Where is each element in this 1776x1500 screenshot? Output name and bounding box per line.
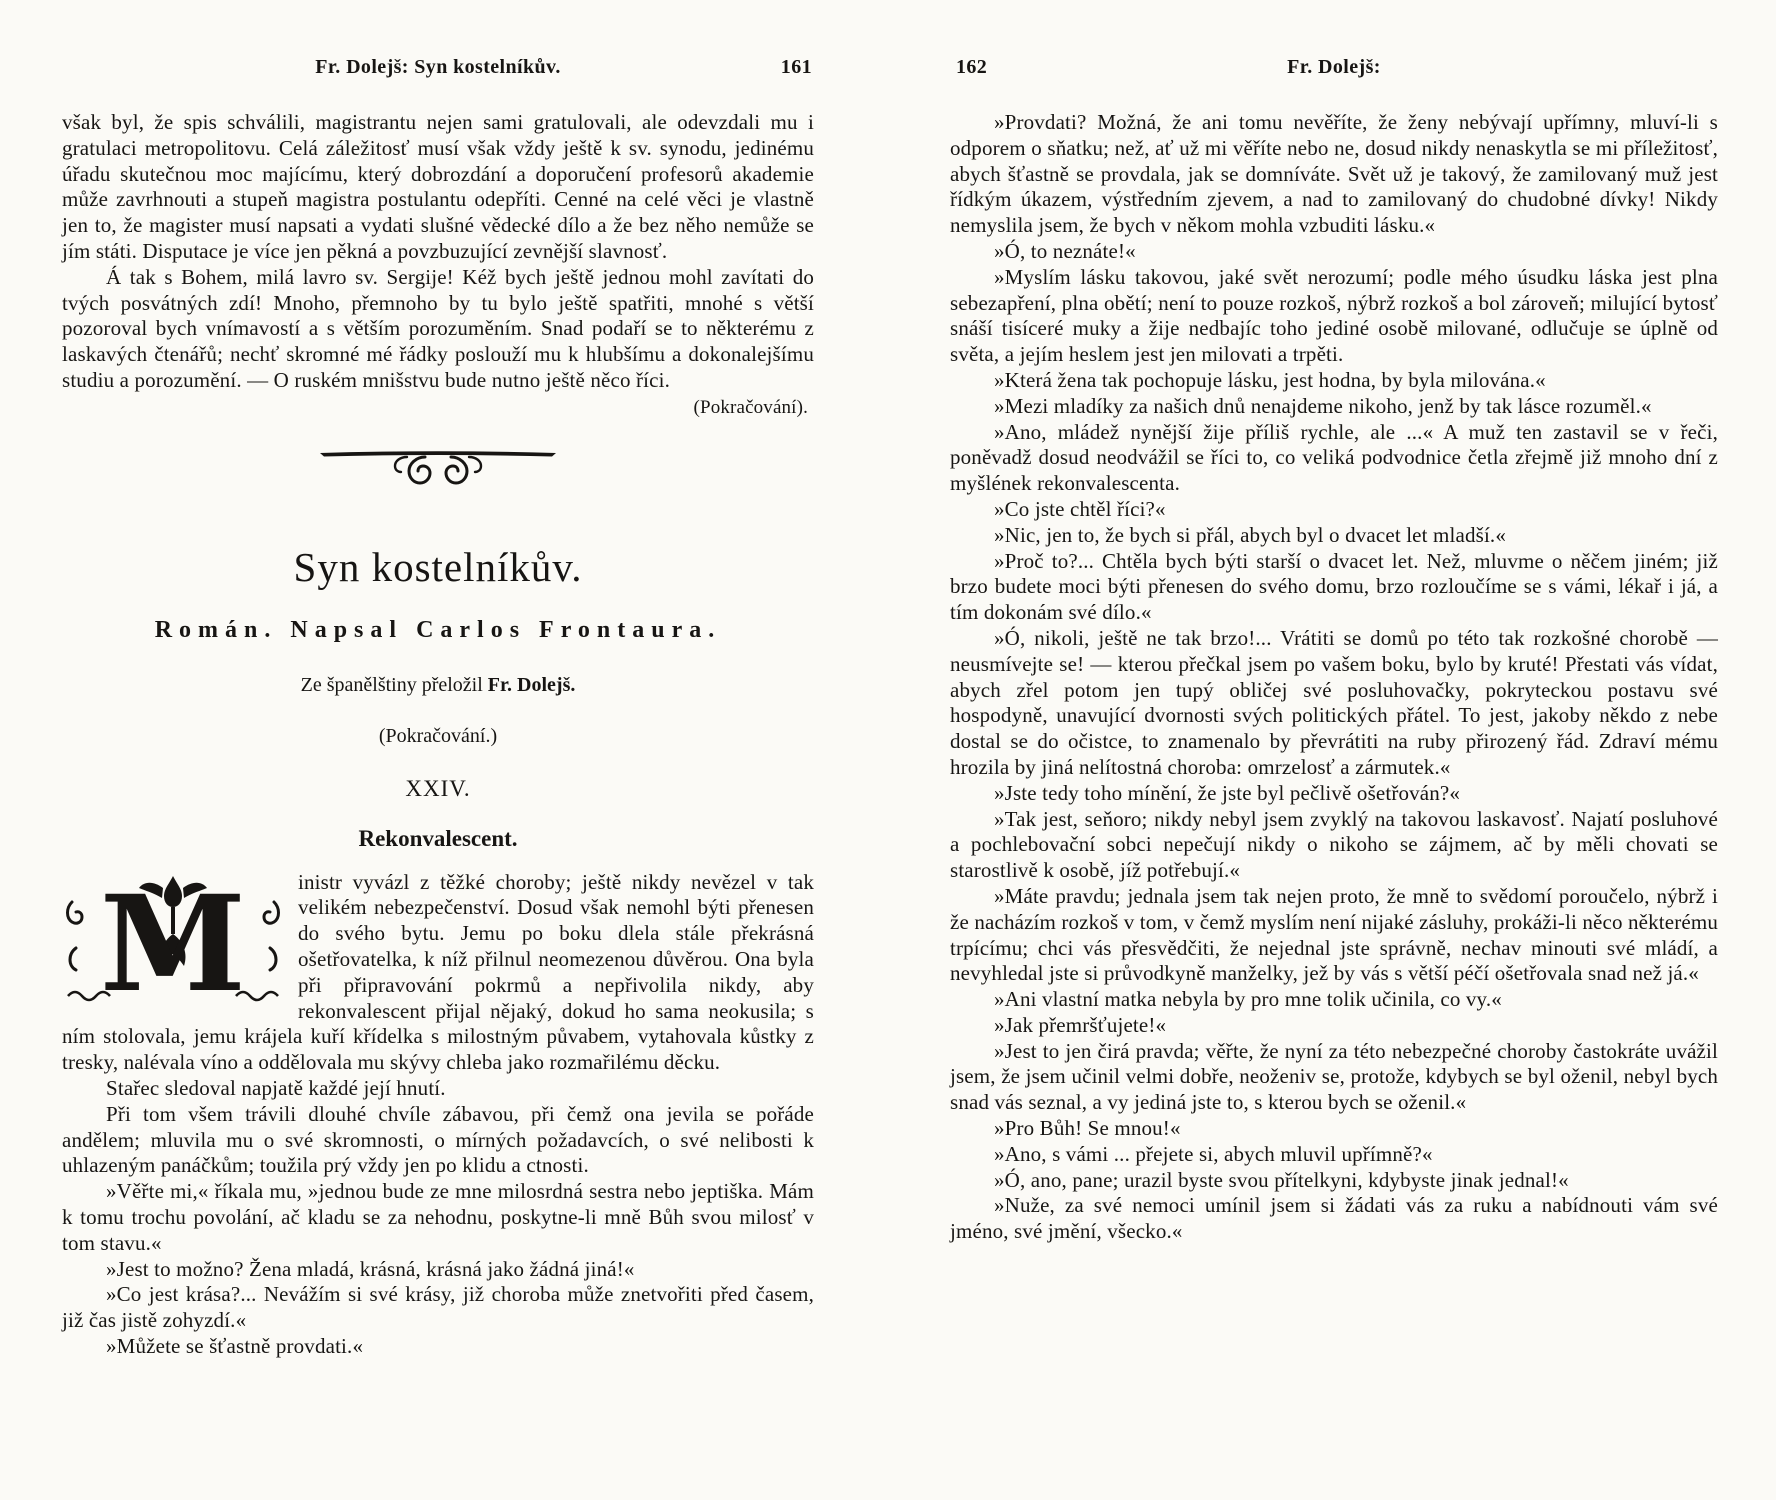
paragraph: »Tak jest, seňoro; nikdy nebyl jsem zvyklý na takovou laskavosť. Najatí posluhové a pochlebovační sobci nepečují nikdy o nikoho se zájmem, ač by měli chovati se starostlivě k osobě, jíž potřebují.« [950,806,1718,883]
paragraph: »Myslím lásku takovou, jaké svět nerozumí; podle mého úsudku láska jest plna sebezapření, plna obětí; není to pouze rozkoš, nýbrž rozkoš a bol zároveň; milující bytosť snáší tisíceré muky a žije nedbajíc toho jediné osobě milované, odlučuje se úplně od světa, a jejím heslem jest jen milovati a trpěti. [950,264,1718,367]
paragraph: »Jste tedy toho mínění, že jste byl pečlivě ošetřován?« [994,780,1461,805]
paragraph: »Ó, nikoli, ještě ne tak brzo!... Vrátiti se domů po této tak rozkošné chorobě — neusmívejte se! — kterou přečkal jsem po vašem boku, bylo by kruté! Přestati vás vídat, abych zřel potom jen tupý obličej své posluhovačky, pokryteckou postavu své hospodyně, unavující dvornosti svých politických přátel. To jest, jakoby někdo z nebe dostal se do očistce, to znamenalo by převrátiti na ruby přirozený řád. Zdraví mému hrozila by jiná nelítostná choroba: omrzelosť a zármutek.« [950,625,1718,779]
story-head [62,543,814,852]
paragraph: Á tak s Bohem, milá lavro sv. Sergije! Kéž bych ještě jednou mohl zavítati do tvých posvátných zdí! Mnoho, přemnoho by tu bylo ještě spatřiti, mnohé s větší pozoroval bych vnímavostí a s větším porozuměním. Snad podaří se to některému z laskavých čtenářů; nechť skromné mé řádky poslouží mu k hlubšímu a dokonalejšímu studiu a porozumění. — O ruském mnišstvu bude nutno ještě něco říci. [62,264,814,392]
running-title: Fr. Dolejš: [1287,56,1381,78]
page-header [950,56,1718,86]
paragraph: »Ó, ano, pane; urazil byste svou přítelkyni, kdybyste jinak jednal!« [994,1167,1569,1192]
page-number: 162 [956,56,988,78]
chapter-numeral: XXIV. [405,775,471,801]
paragraph: »Ano, mládež nynější žije příliš rychle, ale ...« A muž ten zastavil se v řeči, poněvadž dosud neodvážil se říci to, co veliká podvodnice četla zřejmě již mnoho dní z myšlének rekonvalescenta. [950,419,1718,496]
paragraph: »Mezi mladíky za našich dnů nenajdeme nikoho, jenž by tak lásce rozuměl.« [994,393,1652,418]
page-162 [950,56,1718,1245]
page-161 [62,56,814,1360]
story-subtitle: Román. Napsal Carlos Frontaura. [154,616,722,643]
paragraph: »Která žena tak pochopuje lásku, jest hodna, by byla milována.« [994,367,1546,392]
continuation-note: (Pokračování). [693,396,808,418]
paragraph: »Proč to?... Chtěla bych býti starší o dvacet let. Než, mluvme o něčem jiném; již brzo budete moci býti přenesen do svého domu, brzo rozloučíme se s vámi, lékař i já, a tím dokonám své dílo.« [950,548,1718,625]
chapter-title: Rekonvalescent. [358,825,518,851]
paragraph: »Jest to jen čirá pravda; věřte, že nyní za této nebezpečné choroby častokráte uvážil jsem, že jsem učinil velmi dobře, neoženiv se, protože, kdybych se byl oženil, nebyl bych snad vás seznal, a vy jediná jste to, s kterou bych se oženil.« [950,1038,1718,1115]
paragraph-text: inistr vyvázl z těžké choroby; ještě nikdy nevězel v tak velikém nebezpečenství. Dosud však nemohl býti přenesen do svého bytu. Jemu po boku dlela stále překrásná ošetřovatelka, k níž přilnul neomezenou důvěrou. Ona byla při připravování pokrmů a nepřivolila nikdy, aby rekonvalescent přijal nějaký, dokud ho sama neokusila; s ním stolovala, jemu krájela kuří křídelka s milostným půvabem, vytahovala kůstky z tresky, nalévala víno a oddělovala mu skývy chleba jako rozmařilému děcku. [62,869,814,1075]
paragraph: »Ó, to neznáte!« [994,238,1136,263]
page-number: 161 [780,56,812,78]
paragraph: Při tom všem trávili dlouhé chvíle zábavou, při čemž ona jevila se pořáde andělem; mluvila mu o své skromnosti, o mírných požadavcích, o své nelibosti k uhlazeným panáčkům; toužila prý vždy jen po klidu a ctnosti. [62,1101,814,1178]
story-title: Syn kostelníkův. [293,543,583,590]
paragraph: »Jest to možno? Žena mladá, krásná, krásná jako žádná jiná!« [106,1256,635,1281]
dropcap-initial-m-icon [62,874,284,1004]
paragraph: »Jak přemršťujete!« [994,1012,1167,1037]
paragraph: »Co jest krása?... Nevážím si své krásy, již choroba může znetvořiti před časem, již čas jistě zohyzdí.« [62,1282,814,1333]
paragraph: »Provdati? Možná, že ani tomu nevěříte, že ženy nebývají upřímny, mluví-li s odporem o sňatku; než, ať už mi věříte nebo ne, dosud nikdy nenaskytla se mi příležitosť, abych šťastně se provdala, jak se domníváte. Svět už je takový, že zamilovaný muž jest řídkým úkazem, výstředním zjevem, a nad to zamilovaný do chudobné dívky! Nikdy nemyslila jsem, že bych v někom mohla vzbuditi lásku.« [950,110,1718,238]
paragraph: »Můžete se šťastně provdati.« [106,1333,364,1358]
paragraph: však byl, že spis schválili, magistrantu nejen sami gratulovali, ale odevzdali mu i gratulaci metropolitovu. Celá záležitosť musí však vždy ještě k sv. synodu, jedinému úřadu skutečnou moc majícímu, který dobrozdání a doporučení profesorů akademie může zavrhnouti a stupeň magistra postulantu odepříti. Cenné na celé věci je vlastně jen to, že magister musí napsati a vydati slušné vědecké dílo a že bez něho nemůže se jím státi. Disputace je více jen pěkná a povzbuzující zevnější slavnosť. [62,110,814,263]
paragraph: »Co jste chtěl říci?« [994,496,1166,521]
article-end-text [62,110,814,421]
paragraph: »Máte pravdu; jednala jsem tak nejen proto, že mně to svědomí poroučelo, nýbrž i že nacházím rozkoš v tom, v čemž myslím není nijaké zásluhy, prokáži-li něco některému trpícímu; chci vás přesvědčiti, že nejednal jste správně, nechav minouti své mládí, a nevyhledal jste si průvodkyně manželky, jež by vás s větší péčí ošetřovala snad než já.« [950,883,1718,986]
story-text [62,870,814,1360]
paragraph: »Ano, s vámi ... přejete si, abych mluvil upřímně?« [994,1141,1433,1166]
translation-prefix: Ze španělštiny přeložil [300,673,483,696]
dropcap-paragraph [62,870,814,1076]
paragraph: »Nuže, za své nemoci umínil jsem si žádati vás za ruku a nabídnouti vám své jméno, své jmění, všecko.« [950,1193,1718,1244]
translation-credit [62,674,814,697]
dropcap-letter: M [99,873,247,1004]
paragraph: Stařec sledoval napjatě každé její hnutí. [106,1075,446,1100]
page-header [62,56,814,86]
tailpiece-ornament-icon [312,443,564,493]
paragraph: »Ani vlastní matka nebyla by pro mne tolik učinila, co vy.« [994,987,1502,1012]
paragraph: »Pro Bůh! Se mnou!« [994,1116,1181,1141]
paragraph: »Věřte mi,« říkala mu, »jednou bude ze mne milosrdná sestra nebo jeptiška. Mám k tomu trochu povolání, ač kladu se za nehodnu, poskytne-li mně Bůh svou milosť v tom stavu.« [62,1179,814,1255]
paragraph: »Nic, jen to, že bych si přál, abych byl o dvacet let mladší.« [994,522,1506,547]
story-text [950,110,1718,1245]
translator-name: Fr. Dolejš. [487,673,576,696]
running-title: Fr. Dolejš: Syn kostelníkův. [315,56,561,78]
continuation-note: (Pokračování.) [378,724,498,747]
